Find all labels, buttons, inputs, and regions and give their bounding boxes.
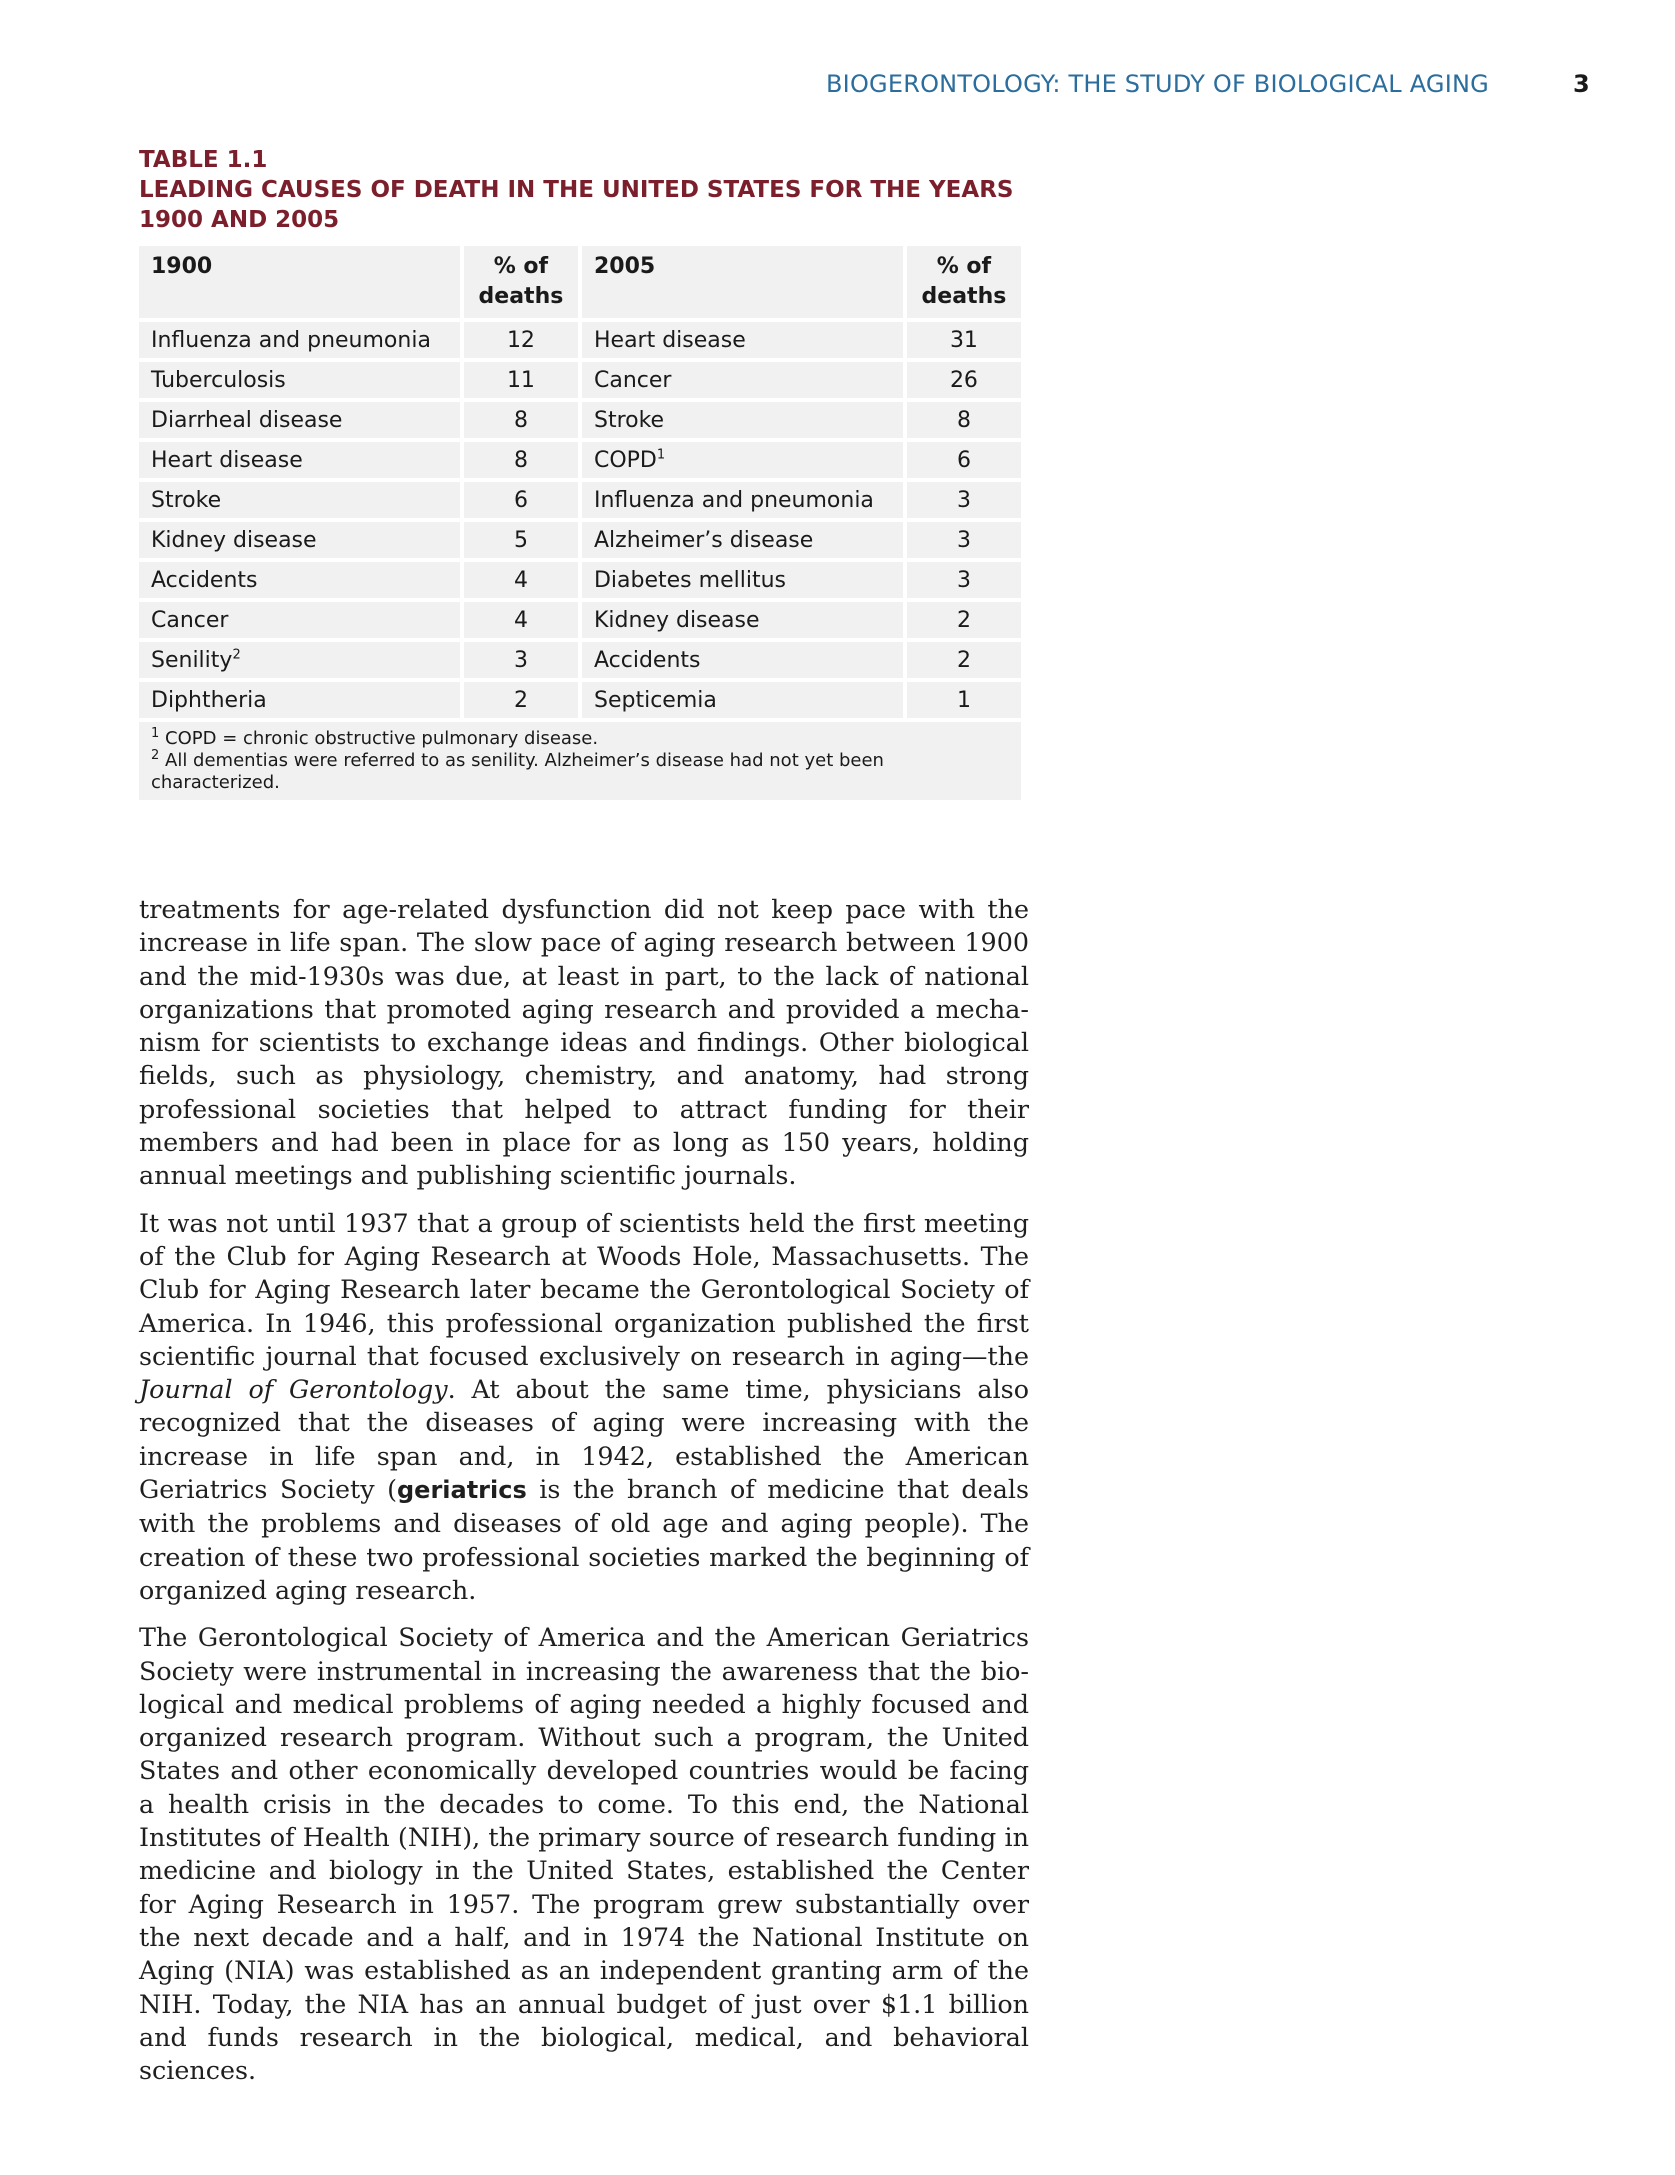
cause-1900 (139, 642, 460, 678)
paragraph-2-text: is the branch of medicine that deals with the problems and diseases of old age and aging people). The creation of these two professional societies marked the beginning of organized aging research. (139, 1474, 1029, 1605)
cause-1900 (139, 362, 460, 398)
cause-1900-text: Tuberculosis (151, 367, 286, 393)
cause-1900-text: Heart disease (151, 447, 303, 473)
table-row (139, 522, 1021, 558)
pct-1900: 2 (464, 682, 578, 718)
header-pct-1900 (464, 246, 578, 318)
footnote-1 (151, 728, 1009, 750)
paragraph-2 (139, 1207, 1029, 1608)
footnote-mark: 2 (232, 647, 241, 663)
running-head-title: BIOGERONTOLOGY: THE STUDY OF BIOLOGICAL AGING (826, 70, 1489, 98)
table-row (139, 322, 1021, 358)
cause-1900-text: Senility (151, 647, 233, 673)
cause-1900 (139, 482, 460, 518)
cause-1900-text: Accidents (151, 567, 258, 593)
table-row (139, 482, 1021, 518)
table-footnotes (139, 722, 1021, 800)
cause-1900 (139, 682, 460, 718)
cause-2005-text: COPD (593, 447, 657, 473)
glossary-term: geriatrics (396, 1476, 527, 1505)
pct-2005: 3 (907, 522, 1021, 558)
cause-2005-text: Diabetes mellitus (593, 567, 786, 593)
paragraph-2-text: . At about the same time, physicians also recognized that the diseases of aging were increasing with the increase in life span and, in 1942, established the American Geriatrics Society ( (139, 1374, 1030, 1505)
table-row (139, 362, 1021, 398)
cause-1900 (139, 602, 460, 638)
cause-1900 (139, 402, 460, 438)
cause-1900 (139, 442, 460, 478)
pct-1900: 5 (464, 522, 578, 558)
cause-1900-text: Influenza and pneumonia (151, 327, 431, 353)
pct-2005: 1 (907, 682, 1021, 718)
cause-2005-text: Cancer (593, 367, 672, 393)
table-row (139, 442, 1021, 478)
cause-2005 (582, 482, 903, 518)
table-label: TABLE 1.1 (139, 147, 268, 173)
header-pct-2005-line1: % of (936, 254, 992, 279)
cause-1900-text: Diarrheal disease (151, 407, 343, 433)
cause-2005 (582, 322, 903, 358)
cause-2005 (582, 602, 903, 638)
cause-1900 (139, 522, 460, 558)
body-text (139, 893, 1029, 2101)
cause-2005 (582, 442, 903, 478)
cause-2005-text: Septicemia (593, 687, 717, 713)
footnote-mark: 1 (656, 447, 666, 463)
footnote-mark: 1 (151, 726, 160, 741)
table-row (139, 682, 1021, 718)
cause-1900-text: Diphtheria (151, 687, 267, 713)
cause-2005 (582, 682, 903, 718)
table-row (139, 602, 1021, 638)
cause-2005-text: Accidents (593, 647, 701, 673)
cause-2005 (582, 562, 903, 598)
table-row (139, 402, 1021, 438)
pct-2005: 3 (907, 562, 1021, 598)
cause-2005-text: Kidney disease (593, 607, 760, 633)
pct-1900: 3 (464, 642, 578, 678)
header-1900: 1900 (139, 246, 460, 318)
footnote-2 (151, 750, 1009, 794)
pct-2005: 31 (907, 322, 1021, 358)
table-caption (139, 145, 1039, 235)
pct-1900: 6 (464, 482, 578, 518)
pct-2005: 2 (907, 642, 1021, 678)
pct-1900: 4 (464, 562, 578, 598)
cause-2005 (582, 402, 903, 438)
footnote-mark: 2 (151, 748, 160, 763)
paragraph-1: treatments for age-related dysfunction did not keep pace with the increase in life span. The slow pace of aging research between 1900 and the mid-1930s was due, at least in part, to the lack of national organizations that promoted aging research and provided a mechanism for scientists to exchange ideas and findings. Other biological fields, such as physiology, chemistry, and anatomy, had strong professional societies that helped to attract funding for their members and had been in place for as long as 150 years, holding annual meetings and publishing scientific journals. (139, 894, 1029, 1191)
footnote-text: All dementias were referred to as senility. Alzheimer’s disease had not yet been characterized. (151, 750, 884, 793)
pct-2005: 3 (907, 482, 1021, 518)
cause-1900 (139, 562, 460, 598)
cause-2005-text: Influenza and pneumonia (593, 487, 874, 513)
header-pct-2005-line2: deaths (921, 284, 1007, 309)
cause-2005 (582, 642, 903, 678)
paragraph-3: The Gerontological Society of America and the American Geriatrics Society were instrumental in increasing the awareness that the biological and medical problems of aging needed a highly focused and organized research program. Without such a program, the United States and other economically developed countries would be facing a health crisis in the decades to come. To this end, the National Institutes of Health (NIH), the primary source of research funding in medicine and biology in the United States, established the Center for Aging Research in 1957. The program grew substantially over the next decade and a half, and in 1974 the National Institute on Aging (NIA) was established as an independent granting arm of the NIH. Today, the NIA has an annual budget of just over $1.1 billion and funds research in the biological, medical, and behavioral sciences. (139, 1622, 1029, 2086)
paragraph-2-text: It was not until 1937 that a group of scientists held the first meeting of the Club for Aging Research at Woods Hole, Massachusetts. The Club for Aging Research later became the Gerontological Society of America. In 1946, this professional organization published the first scientific journal that focused exclusively on research in aging—the (139, 1207, 1029, 1371)
cause-2005-text: Heart disease (593, 327, 746, 353)
cause-1900-text: Stroke (151, 487, 222, 513)
pct-2005: 6 (907, 442, 1021, 478)
footnote-text: COPD = chronic obstructive pulmonary disease. (165, 728, 599, 749)
pct-1900: 12 (464, 322, 578, 358)
header-pct-1900-line2: deaths (478, 284, 564, 309)
causes-of-death-table (135, 242, 1025, 804)
header-pct-1900-line1: % of (493, 254, 549, 279)
table-footnotes-row (139, 722, 1021, 800)
journal-title: Journal of Gerontology (139, 1374, 448, 1405)
table-title-line1: LEADING CAUSES OF DEATH IN THE UNITED STATES FOR THE YEARS (139, 177, 1014, 203)
header-2005: 2005 (582, 246, 903, 318)
cause-1900 (139, 322, 460, 358)
pct-2005: 2 (907, 602, 1021, 638)
pct-2005: 26 (907, 362, 1021, 398)
pct-1900: 4 (464, 602, 578, 638)
header-pct-2005 (907, 246, 1021, 318)
cause-1900-text: Cancer (151, 607, 229, 633)
pct-1900: 8 (464, 442, 578, 478)
cause-2005 (582, 522, 903, 558)
table-row (139, 642, 1021, 678)
pct-2005: 8 (907, 402, 1021, 438)
cause-2005 (582, 362, 903, 398)
table-header-row (139, 246, 1021, 318)
table-title-line2: 1900 AND 2005 (139, 207, 340, 233)
pct-1900: 11 (464, 362, 578, 398)
page-number: 3 (1573, 70, 1590, 98)
cause-1900-text: Kidney disease (151, 527, 317, 553)
pct-1900: 8 (464, 402, 578, 438)
cause-2005-text: Alzheimer’s disease (593, 527, 814, 553)
cause-2005-text: Stroke (593, 407, 665, 433)
table-row (139, 562, 1021, 598)
